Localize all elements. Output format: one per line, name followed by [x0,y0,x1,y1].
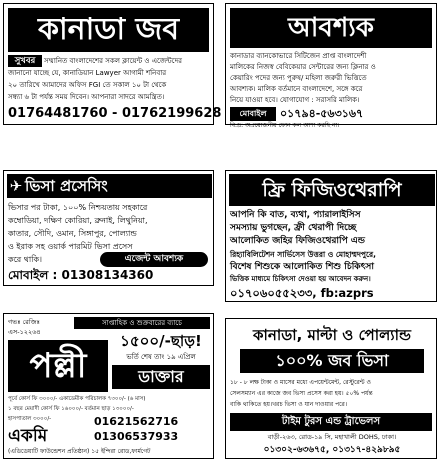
ad-visa-headline-text: ভিসা প্রসেসিং [25,177,108,195]
ad-job-visa [225,318,437,459]
palli-course-line-2: ১ বছর মেয়াদী কোর্স ফি ১৬০০০/- বর্তমান ছাড় ১৩০০০/- [8,406,134,412]
ad-wanted-body-line-5: নিয়ে যাওয়া হবে। যোগাযোগ : সরাসরি মালিক। [230,96,360,104]
hospital-label: হাসপাতাল ৩০০০/- [8,416,52,422]
ad-job-visa-company: টাইম টুরস এন্ড ট্রাভেলস [230,413,432,431]
agent-wanted-badge: এজেন্ট আবশ্যক [100,252,208,267]
course-banner: সাপ্তাহিক ও শুক্রবারের ব্যাচে [74,317,210,329]
palli-course-line-1: পূর্বে কোর্স ফি ৩০০০/- একাডেমীক পরিচালক ৭৩০০/- (৬ মাস) [8,396,146,402]
ad-canada-job-body-line-3: ২০ তারিখে আমাদের অফিস FGI তে সকাল ১০ টা থেকে [8,81,167,89]
ad-wanted-body-line-3: কেয়ারিং পদের জন্য পুরুষ/ মহিলা জরুরী ভিত্তিতে [230,74,367,82]
ad-job-visa-address: বাড়ী-২৬৩, রোড-১৯ সি, মহাখালী DOHS, ঢাকা। [267,433,397,441]
ad-canada-job-body-line-1: সম্মানিত বাংলাদেশের সকল ক্লায়েন্ট ও এজেন্টদের [44,57,182,65]
ad-job-visa-headline: কানাডা, মাল্টা ও পোল্যান্ড [253,326,411,344]
palli-phone-1: 01621562716 [94,415,179,428]
ad-wanted-body-line-4: আবশ্যক। মালিক বর্তমানে বাংলাদেশে, সঙ্গে করে [230,85,363,93]
ad-physio-body-line-4: রিহ্যাবিলিটেশন সার্ভিসেস উত্তরা ও মোহাম্মদপুরে, [230,250,376,259]
ad-job-visa-banner: ১০০% জব ভিসা [240,349,424,373]
ad-visa-processing [3,170,214,286]
ad-wanted-phone: ০১৭৯৪-৫৬৩১৬৭ [280,107,364,120]
ad-physio-body-line-1: আপনি কি বাত, ব্যথা, প্যারালাইসিস [230,210,361,220]
ad-wanted-headline: আবশ্যক [230,8,432,48]
ad-visa-body-line-5: করে থাকি। [8,255,43,264]
ad-canada-job [3,3,222,125]
ad-physio-body-line-2: সমস্যায় ভুগছেন, ফ্রী থেরাপী দিচ্ছে [230,223,357,233]
govt-reg-label: গভঃ রেজিঃ [8,318,40,326]
ad-physio-body-line-6: ভিত্তিক মাধ্যমে চিকিৎসা দেওয়া হয় আবেদন করুন। [230,275,371,283]
palli-brand: পল্লী [8,340,108,392]
ad-palli-doctor [3,313,214,459]
ad-job-visa-body-line-3: বাকি থাকিতে হয়।খরচ ভিসা ও যান দাওয়ার পরে। [230,401,348,408]
akmi-brand: একমি [8,426,48,446]
palli-address: (এডিডেয়াটি ফাউন্ডেশন প্রতিষ্ঠান) ১৫ ইন্দিরা রোড,ফার্মগেট [8,448,151,455]
ad-canada-job-phones: 01764481760 - 01762199628 [8,106,222,121]
ad-visa-body-line-3: কাতার, সৌদি, ওমান, সিঙ্গাপুর, পোল্যান্ড [8,229,137,238]
govt-reg-number: এস-১২২৬৪ [8,328,41,336]
ad-physio-phone: ০১৭০৬০৫৫২৩৩, fb:azprs [230,286,374,300]
ad-visa-headline [7,174,212,198]
ad-job-visa-phones: ০১৩০২-৬৩৬৭৫, ০১৩১৭-৪২৯৮৯৫ [263,445,401,455]
ad-wanted-body-line-1: কানাডার ব্যানকোভারে সিটিজেন প্রাপ্ত বাংলাদেশী [230,52,367,60]
ad-job-visa-body-line-1: ১৮ - ৮ লক্ষ টাকা ও মাসের মধ্যে এপয়েন্টমেন্ট, রেস্টুরেন্ট ও [230,379,371,386]
ad-visa-body-line-4: ও ইরাক সহ ওয়ার্ক পারমিট ভিসা প্রসেস [8,242,133,251]
course-fee: ১৫০০/-ছাড়! [120,332,202,350]
ad-visa-body-line-2: কম্বোডিয়া, দক্ষিণ কোরিয়া, ব্রুনাই, লিথুনিয়া, [8,216,148,225]
airplane-icon: ✈ [9,177,23,195]
ad-canada-job-headline: কানাডা জব [8,8,209,52]
ad-canada-job-body-line-4: সন্ধ্যা ৬ টা পর্যন্ত সময় দিবেন। আপনারা সাদরে আমন্ত্রিত। [8,93,165,101]
ad-physiotherapy [225,170,437,302]
admission-deadline: ভর্তি শেষ তাং ১৯ এপ্রিল [126,353,196,361]
ad-wanted-phone-label: মোবাইল [230,107,276,121]
ad-job-visa-body-line-2: সেলসম্যান এর কাজে জব ভিসা প্রসেস করা হয়। ৫০% পর্যন্ত [230,390,373,397]
ad-canada-job-body-line-2: জানানো যাচ্ছে যে, কানাডিয়ান Lawyer আগামী শনিবার [8,69,167,77]
doctor-label: ডাক্তার [112,365,210,389]
ad-visa-phone: মোবাইল : 01308134360 [8,268,154,282]
ad-physio-body-line-5: বিশেষ শিশুকে আলোকিত শিশু চিকিৎসা [230,262,374,272]
ad-wanted-body-line-2: মালিকের নিজস্ব বেবিকেয়ার সেন্টারের জন্য ক্লিনার ও [230,63,376,71]
palli-phone-2: 01306537933 [94,430,179,443]
ad-visa-body-line-1: ভিসার পর টাকা, ১০০% নিশ্চয়তায় সহকারে [8,203,148,212]
ad-physio-headline: ফ্রি ফিজিওথেরাপি [229,174,435,206]
ad-wanted-note: বি:দ্র: অপ্রয়োজনীয় ফোন কল আশা করছি না। [230,122,340,129]
ad-physio-body-line-3: আলোকিত জহির ফিজিওথেরাপি এন্ড [230,236,365,246]
ad-wanted [225,3,437,129]
good-news-tag: সুখবর [8,55,42,67]
